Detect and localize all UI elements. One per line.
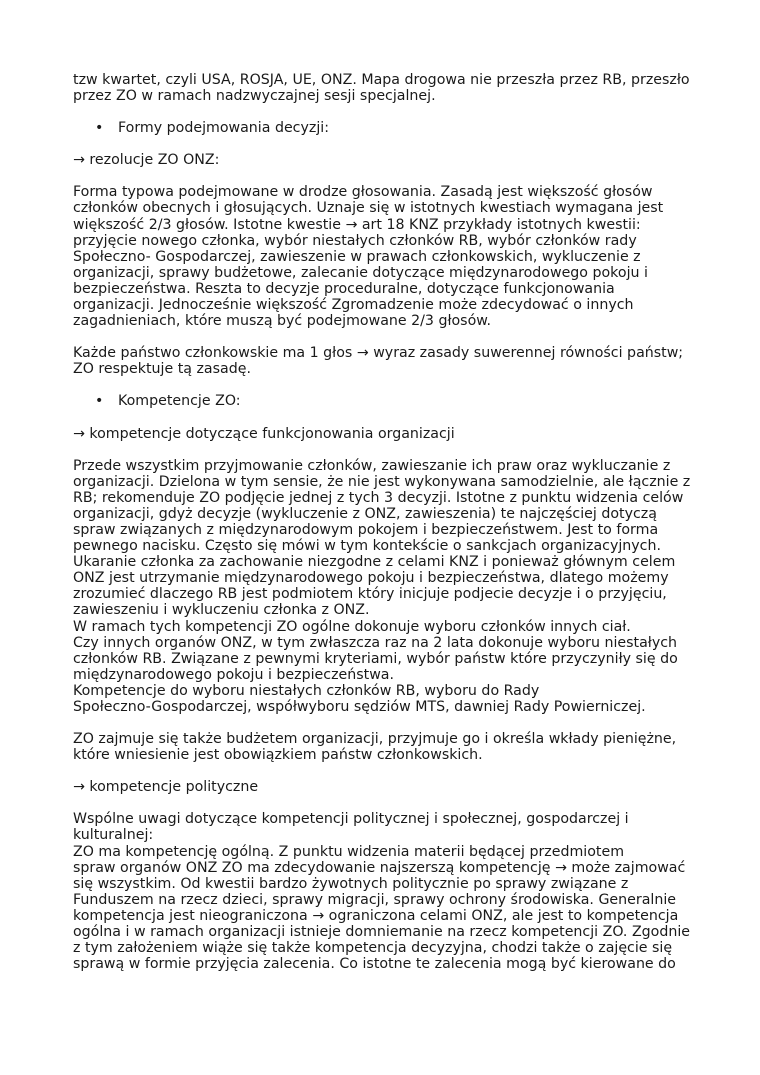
bullet-kompetencje-zo-text: Kompetencje ZO: [118, 393, 241, 410]
document-page [73, 72, 698, 972]
paragraph-budzet: ZO zajmuje się także budżetem organizacji, przyjmuje go i określa wkłady pieniężne, które wniesienie jest obowiązkiem państw członkowskich. [73, 731, 677, 764]
bullet-formy-decyzji [73, 120, 698, 136]
bullet-formy-decyzji-text: Formy podejmowania decyzji: [118, 120, 329, 137]
paragraph-forma-typowa: Forma typowa podejmowane w drodze głosowania. Zasadą jest większość głosów członków obecnych i głosujących. Uznaje się w istotnych kwestiach wymagana jest większość 2/3 głosów. Istotne kwestie → art 18 KNZ przykłady istotnych kwestii: przyjęcie nowego członka, wybór niestałych członków RB, wybór członków rady Społeczno- Gospodarczej, zawieszenie w prawach członkowskich, wykluczenie z organizacji, sprawy budżetowe, zalecanie dotyczące międzynarodowego pokoju i bezpieczeństwa. Reszta to decyzje proceduralne, dotyczące funkcjonowania organizacji. Jednocześnie większość Zgromadzenie może zdecydować o innych zagadnieniach, które muszą być podejmowane 2/3 głosów. [73, 184, 664, 330]
bullet-dot-icon: • [95, 120, 104, 137]
heading-rezolucje: → rezolucje ZO ONZ: [73, 152, 220, 169]
bullet-dot-icon: • [95, 393, 104, 410]
heading-kompetencje-polityczne: → kompetencje polityczne [73, 779, 259, 796]
paragraph-kwartet: tzw kwartet, czyli USA, ROSJA, UE, ONZ. Mapa drogowa nie przeszła przez RB, przeszło przez ZO w ramach nadzwyczajnej sesji specjalnej. [73, 72, 690, 105]
heading-kompetencje-funkcjonowania: → kompetencje dotyczące funkcjonowania organizacji [73, 425, 455, 442]
paragraph-jeden-glos: Każde państwo członkowskie ma 1 głos → wyraz zasady suwerennej równości państw; ZO respektuje tą zasadę. [73, 345, 684, 378]
paragraph-przyjmowanie-czlonkow: Przede wszystkim przyjmowanie członków, zawieszanie ich praw oraz wykluczanie z organizacji. Dzielona w tym sensie, że nie jest wykonywana samodzielnie, ale łącznie z RB; rekomenduje ZO podjęcie jednej z tych 3 decyzji. Istotne z punktu widzenia celów organizacji, gdyż decyzje (wykluczenie z ONZ, zawieszenia) te najczęściej dotyczą spraw związanych z międzynarodowym pokojem i bezpieczeństwem. Jest to forma pewnego nacisku. Często się mówi w tym kontekście o sankcjach organizacyjnych. Ukaranie członka za zachowanie niezgodne z celami KNZ i ponieważ głównym celem ONZ jest utrzymanie międzynarodowego pokoju i bezpieczeństwa, dlatego możemy zrozumieć dlaczego RB jest podmiotem który inicjuje podjecie decyzje i o przyjęciu, zawieszeniu i wykluczeniu członka z ONZ. W ramach tych kompetencji ZO ogólne dokonuje wyboru członków innych ciał. Czy innych organów ONZ, w tym zwłaszcza raz na 2 lata dokonuje wyboru niestałych członków RB. Związane z pewnymi kryteriami, wybór państw które przyczyniły się do międzynarodowego pokoju i bezpieczeństwa. Kompetencje do wyboru niestałych członków RB, wyboru do Rady Społeczno-Gospodarczej, współwyboru sędziów MTS, dawniej Rady Powierniczej. [73, 457, 691, 715]
paragraph-wspolne-uwagi: Wspólne uwagi dotyczące kompetencji politycznej i społecznej, gospodarczej i kulturalnej: ZO ma kompetencję ogólną. Z punktu widzenia materii będącej przedmiotem spraw organów ONZ ZO ma zdecydowanie najszerszą kompetencję → może zajmować się wszystkim. Od kwestii bardzo żywotnych politycznie po sprawy związane z Funduszem na rzecz dzieci, sprawy migracji, sprawy ochrony środowiska. Generalnie kompetencja jest nieograniczona → ograniczona celami ONZ, ale jest to kompetencja ogólna i w ramach organizacji istnieje domniemanie na rzecz kompetencji ZO. Zgodnie z tym założeniem wiąże się także kompetencja decyzyjna, chodzi także o zajęcie się sprawą w formie przyjęcia zalecenia. Co istotne te zalecenia mogą być kierowane do [73, 811, 691, 973]
bullet-kompetencje-zo [73, 393, 698, 409]
